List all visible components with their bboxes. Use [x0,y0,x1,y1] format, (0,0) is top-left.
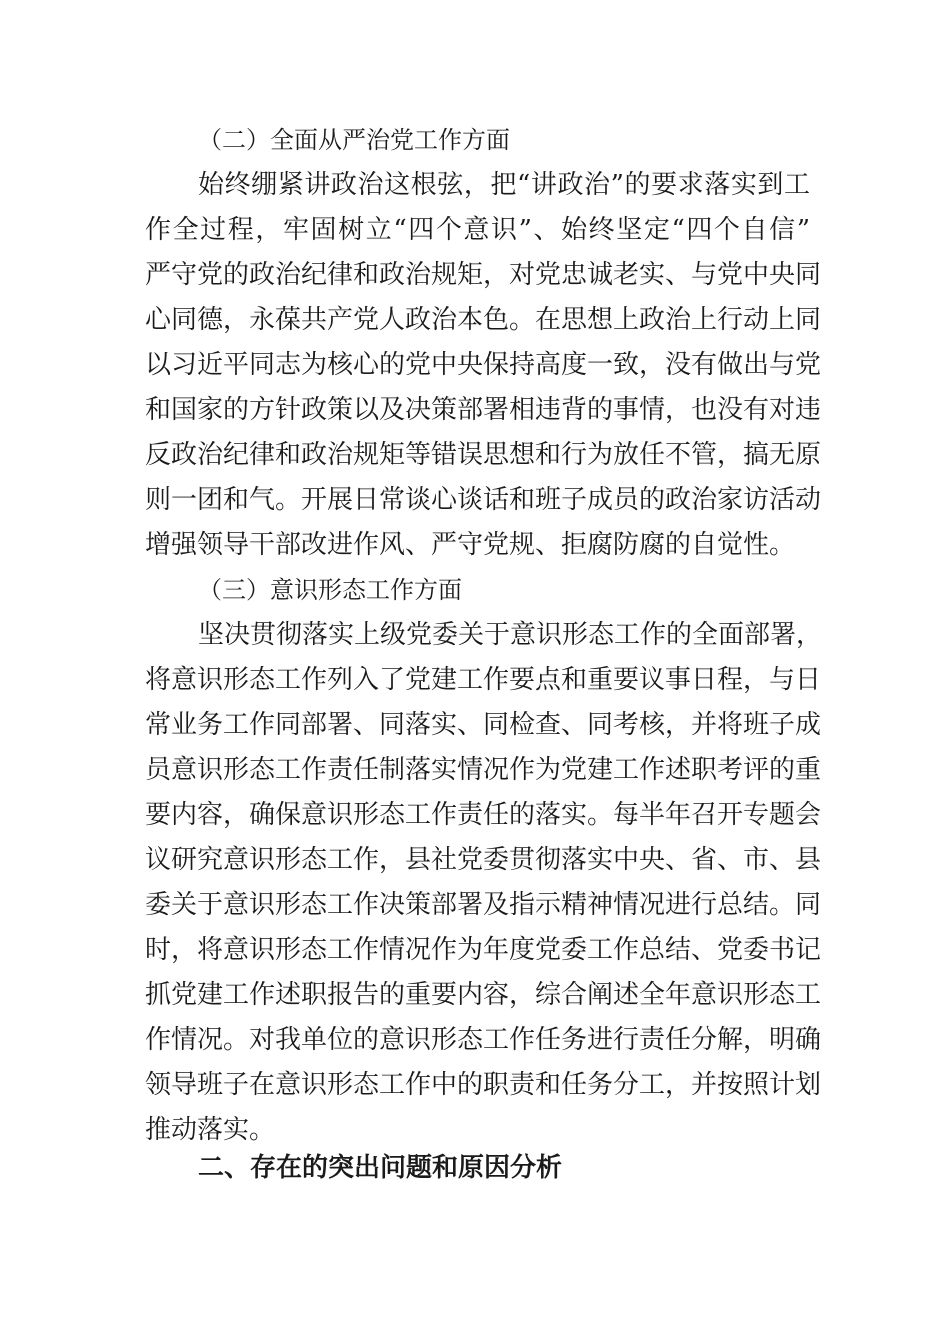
subsection-heading-two: （二）全面从严治党工作方面 [198,126,510,154]
paragraph-line: 委关于意识形态工作决策部署及指示精神情况进行总结。同 [145,890,822,920]
paragraph-line: 坚决贯彻落实上级党委关于意识形态工作的全面部署， [198,620,823,650]
paragraph-line: 始终绷紧讲政治这根弦，把“讲政治”的要求落实到工 [198,170,810,200]
paragraph-line: 领导班子在意识形态工作中的职责和任务分工，并按照计划 [145,1070,822,1100]
paragraph-line: 推动落实。 [145,1115,276,1145]
paragraph-line: 作情况。对我单位的意识形态工作任务进行责任分解，明确 [145,1025,822,1055]
paragraph-line: 则一团和气。开展日常谈心谈话和班子成员的政治家访活动 [145,485,822,515]
paragraph-line: 严守党的政治纪律和政治规矩，对党忠诚老实、与党中央同 [145,260,822,290]
paragraph-line: 作全过程，牢固树立“四个意识”、始终坚定“四个自信” [145,215,810,245]
section-heading: 二、存在的突出问题和原因分析 [198,1153,563,1183]
paragraph-line: 议研究意识形态工作，县社党委贯彻落实中央、省、市、县 [145,845,822,875]
paragraph-line: 以习近平同志为核心的党中央保持高度一致，没有做出与党 [145,350,822,380]
paragraph-line: 时，将意识形态工作情况作为年度党委工作总结、党委书记 [145,935,822,965]
paragraph-line: 抓党建工作述职报告的重要内容，综合阐述全年意识形态工 [145,980,822,1010]
paragraph-line: 心同德，永葆共产党人政治本色。在思想上政治上行动上同 [145,305,822,335]
subsection-heading-three: （三）意识形态工作方面 [198,576,462,604]
paragraph-line: 增强领导干部改进作风、严守党规、拒腐防腐的自觉性。 [145,530,796,560]
paragraph-line: 要内容，确保意识形态工作责任的落实。每半年召开专题会 [145,800,822,830]
paragraph-line: 员意识形态工作责任制落实情况作为党建工作述职考评的重 [145,755,822,785]
paragraph-line: 和国家的方针政策以及决策部署相违背的事情，也没有对违 [145,395,822,425]
paragraph-line: 常业务工作同部署、同落实、同检查、同考核，并将班子成 [145,710,822,740]
paragraph-line: 将意识形态工作列入了党建工作要点和重要议事日程，与日 [145,665,822,695]
paragraph-line: 反政治纪律和政治规矩等错误思想和行为放任不管，搞无原 [145,440,822,470]
